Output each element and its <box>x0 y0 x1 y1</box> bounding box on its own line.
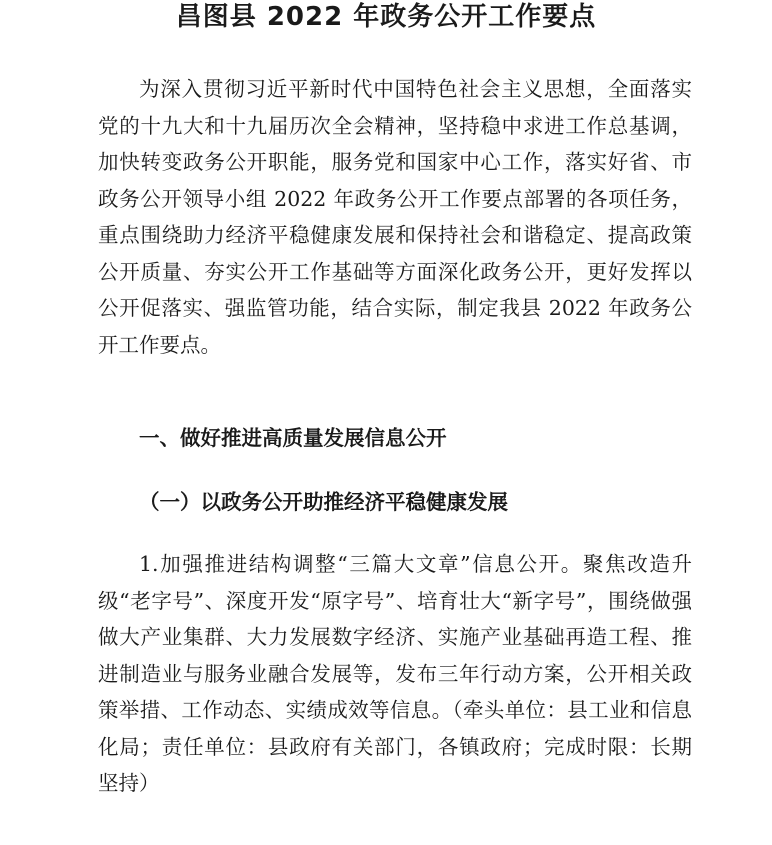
intro-paragraph: 为深入贯彻习近平新时代中国特色社会主义思想，全面落实党的十九大和十九届历次全会精神，坚持稳中求进工作总基调，加快转变政务公开职能，服务党和国家中心工作，落实好省、市政务公开领导小组 2022 年政务公开工作要点部署的各项任务，重点围绕助力经济平稳健康发展和保持社会和谐稳定、提高政策公开质量、夯实公开工作基础等方面深化政务公开，更好发挥以公开促落实、强监管功能，结合实际，制定我县 2022 年政务公开工作要点。 <box>98 77 692 357</box>
document-title: 昌图县 2022 年政务公开工作要点 <box>175 2 597 32</box>
item-paragraph: 1.加强推进结构调整“三篇大文章”信息公开。聚焦改造升级“老字号”、深度开发“原字号”、培育壮大“新字号”，围绕做强做大产业集群、大力发展数字经济、实施产业基础再造工程、推进制造业与服务业融合发展等，发布三年行动方案，公开相关政策举措、工作动态、实绩成效等信息。（牵头单位：县工业和信息化局；责任单位：县政府有关部门，各镇政府；完成时限：长期坚持） <box>98 552 692 795</box>
section-heading: 一、做好推进高质量发展信息公开 <box>139 426 447 450</box>
subsection-heading: （一）以政务公开助推经济平稳健康发展 <box>139 490 508 514</box>
